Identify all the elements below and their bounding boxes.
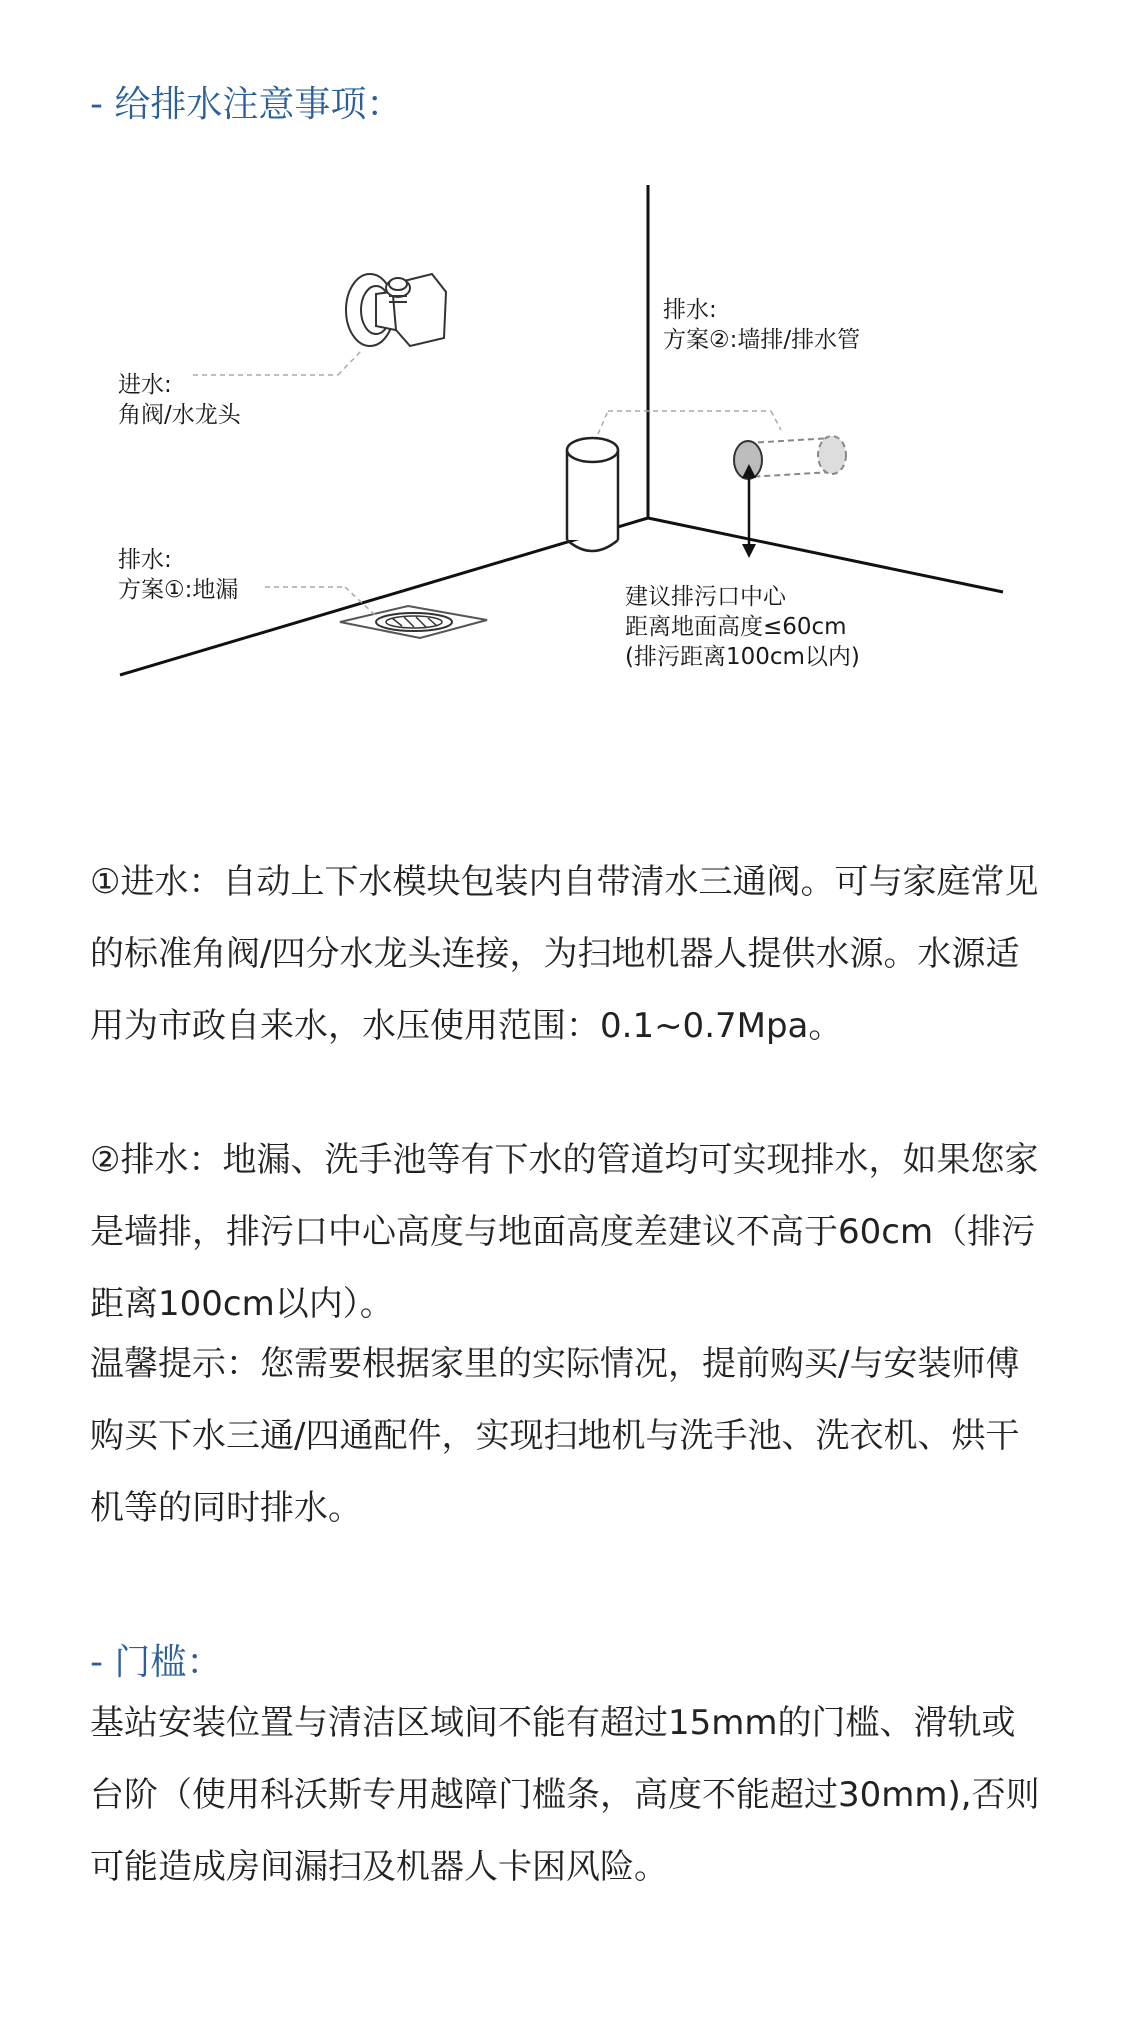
height-note-line-1: 建议排污口中心 <box>625 584 786 610</box>
floor-drain-label-detail: 方案①:地漏 <box>118 577 239 603</box>
inlet-label-title: 进水: <box>118 372 172 398</box>
floor-drain-label-title: 排水: <box>118 547 172 573</box>
height-note-label <box>625 582 860 672</box>
floor-drain-label <box>118 545 238 605</box>
threshold-paragraph: 基站安装位置与清洁区域间不能有超过15mm的门槛、滑轨或台阶（使用科沃斯专用越障门槛条，高度不能超过30mm),否则可能造成房间漏扫及机器人卡困风险。 <box>90 1703 1040 1887</box>
section-title-drainage: - 给排水注意事项： <box>90 84 403 125</box>
drainage-diagram <box>0 160 1125 720</box>
drain-paragraph: ②排水：地漏、洗手池等有下水的管道均可实现排水，如果您家是墙排，排污口中心高度与地面高度差建议不高于60cm（排污距离100cm以内）。 <box>90 1140 1039 1324</box>
wall-drain-label-detail: 方案②:墙排/排水管 <box>663 327 861 353</box>
wall-drain-leader-line-2 <box>771 411 781 430</box>
tip-paragraph: 温馨提示：您需要根据家里的实际情况，提前购买/与安装师傅购买下水三通/四通配件，实现扫地机与洗手池、洗衣机、烘干机等的同时排水。 <box>90 1344 1020 1528</box>
diagram-illustration <box>0 160 1125 720</box>
standpipe-leader-line <box>598 411 608 434</box>
inlet-label-detail: 角阀/水龙头 <box>118 402 241 428</box>
wall-drain-label-title: 排水: <box>663 297 717 323</box>
section-title-threshold: - 门槛： <box>90 1642 223 1683</box>
angle-valve-icon <box>346 274 446 346</box>
floor-drain-icon <box>340 606 487 638</box>
height-note-line-2: 距离地面高度≤60cm <box>625 614 847 640</box>
height-note-line-3: (排污距离100cm以内) <box>625 644 860 670</box>
inlet-leader-line-2 <box>338 350 362 375</box>
floor-right-edge <box>648 518 1003 592</box>
standpipe-icon <box>567 438 618 551</box>
inlet-label <box>118 370 241 430</box>
inlet-paragraph: ①进水：自动上下水模块包装内自带清水三通阀。可与家庭常见的标准角阀/四分水龙头连接，为扫地机器人提供水源。水源适用为市政自来水，水压使用范围：0.1~0.7Mpa。 <box>90 862 1039 1046</box>
wall-drain-label <box>663 295 860 355</box>
